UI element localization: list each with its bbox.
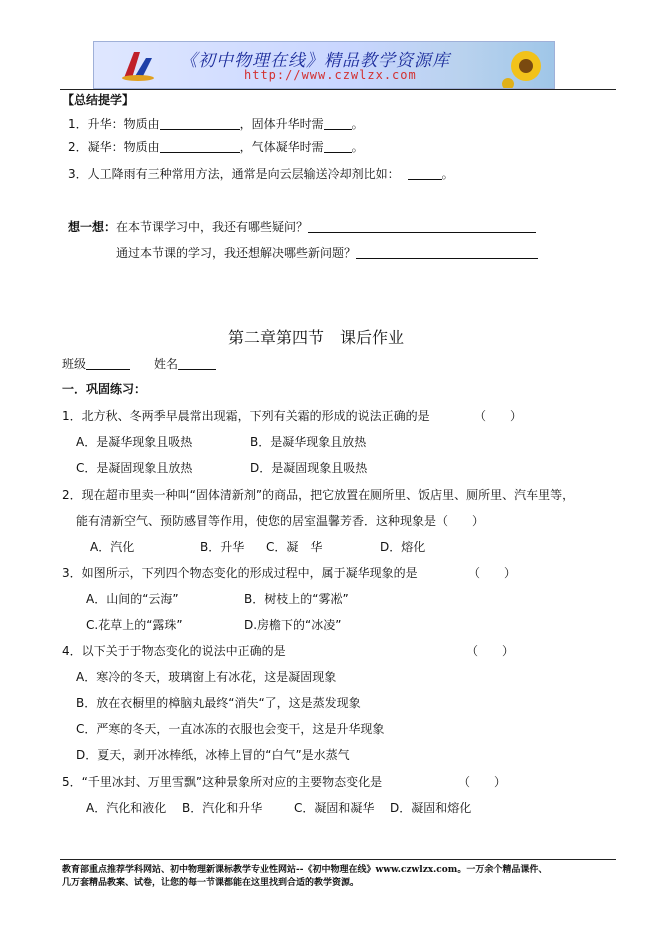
- reflect-question-1: 在本节课学习中，我还有哪些疑问？: [116, 220, 309, 234]
- q1-text-c: 。: [351, 117, 364, 131]
- banner-title: 《初中物理在线》精品教学资源库: [180, 51, 450, 71]
- sunflower-icon: [502, 44, 548, 89]
- q3-option-b[interactable]: B．树枝上的“雾凇”: [244, 592, 349, 606]
- q2-blank-1[interactable]: [160, 139, 240, 153]
- q2-option-d[interactable]: D．熔化: [380, 540, 426, 554]
- footer-line-2: 几万套精品教案、试卷，让您的每一节课都能在这里找到合适的教学资源。: [62, 878, 360, 888]
- q3-option-a[interactable]: A．山间的“云海”: [86, 592, 179, 606]
- q4-option-d[interactable]: D．夏天，剥开冰棒纸，冰棒上冒的“白气”是水蒸气: [76, 748, 350, 762]
- site-logo-icon: [120, 48, 156, 82]
- summary-q1: [68, 116, 364, 132]
- summary-q2: [68, 139, 364, 155]
- q3-blank[interactable]: [408, 166, 442, 180]
- q2-text-c: 。: [351, 140, 364, 154]
- q2-option-b[interactable]: B．升华: [200, 540, 245, 554]
- header-rule: [60, 89, 616, 90]
- q1-option-c[interactable]: C．是凝固现象且放热: [76, 461, 193, 475]
- q1-option-d[interactable]: D．是凝固现象且吸热: [250, 461, 368, 475]
- question-3-stem: 3．如图所示，下列四个物态变化的形成过程中，属于凝华现象的是: [62, 566, 418, 580]
- q3-option-c[interactable]: C.花草上的“露珠”: [86, 618, 183, 632]
- q2-blank-2[interactable]: [324, 139, 352, 153]
- q5-option-c[interactable]: C．凝固和凝华: [294, 801, 375, 815]
- class-blank[interactable]: [86, 356, 130, 370]
- name-blank[interactable]: [178, 356, 216, 370]
- q5-option-b[interactable]: B．汽化和升华: [182, 801, 263, 815]
- q1-option-b[interactable]: B．是凝华现象且放热: [250, 435, 367, 449]
- reflect-label: 想一想：: [68, 220, 117, 234]
- q4-option-c[interactable]: C．严寒的冬天，一直冰冻的衣服也会变干，这是升华现象: [76, 722, 385, 736]
- q2-text-b: ，气体凝华时需: [239, 140, 324, 154]
- q1-option-a[interactable]: A．是凝华现象且吸热: [76, 435, 193, 449]
- footer-line-1: 教育部重点推荐学科网站、初中物理新课标教学专业性网站--《初中物理在线》www.czwlzx.com。一万余个精品课件、: [62, 865, 548, 875]
- name-label: 姓名: [154, 357, 179, 371]
- summary-heading: 【总结提学】: [62, 93, 135, 107]
- class-label: 班级: [62, 357, 87, 371]
- reflect-question-2: 通过本节课的学习，我还想解决哪些新问题？: [116, 246, 357, 260]
- site-banner: [93, 41, 555, 89]
- q1-blank-1[interactable]: [160, 116, 240, 130]
- q4-option-a[interactable]: A．寒冷的冬天，玻璃窗上有冰花，这是凝固现象: [76, 670, 337, 684]
- footer-rule: [60, 859, 616, 860]
- section-heading: 一．巩固练习：: [62, 382, 147, 396]
- question-4-stem: 4．以下关于于物态变化的说法中正确的是: [62, 644, 286, 658]
- homework-title: 第二章第四节 课后作业: [228, 328, 405, 347]
- summary-q3: [68, 166, 454, 182]
- q1-text-b: ，固体升华时需: [239, 117, 324, 131]
- q2-text-a: 2．凝华：物质由: [68, 140, 160, 154]
- reflect-line-2: [116, 245, 538, 261]
- reflect-line-1: [68, 219, 536, 235]
- q4-option-b[interactable]: B．放在衣橱里的樟脑丸最终“消失“了，这是蒸发现象: [76, 696, 361, 710]
- q1-blank-2[interactable]: [324, 116, 352, 130]
- q2-option-a[interactable]: A．汽化: [90, 540, 135, 554]
- question-5-paren: （ ）: [458, 775, 507, 789]
- q3-text-a: 3．人工降雨有三种常用方法，通常是向云层输送冷却剂比如：: [68, 167, 400, 181]
- question-2-stem-cont: 能有清新空气、预防感冒等作用，使您的居室温馨芳香．这种现象是（ ）: [76, 514, 485, 528]
- banner-url: http://www.czwlzx.com: [244, 68, 417, 82]
- question-5-stem: 5．“千里冰封、万里雪飘”这种景象所对应的主要物态变化是: [62, 775, 383, 789]
- question-4-paren: （ ）: [466, 644, 515, 658]
- question-1-paren: （ ）: [474, 409, 523, 423]
- question-2-stem: 2．现在超市里卖一种叫“固体清新剂”的商品，把它放置在厕所里、饭店里、厕所里、汽车里等，: [62, 488, 575, 502]
- question-3-paren: （ ）: [468, 566, 517, 580]
- q1-text-a: 1．升华：物质由: [68, 117, 160, 131]
- reflect-blank-1[interactable]: [308, 219, 536, 233]
- q2-option-c[interactable]: C．凝 华: [266, 540, 323, 554]
- reflect-blank-2[interactable]: [356, 245, 538, 259]
- q3-text-c: 。: [441, 167, 454, 181]
- q5-option-d[interactable]: D．凝固和熔化: [390, 801, 472, 815]
- q5-option-a[interactable]: A．汽化和液化: [86, 801, 167, 815]
- student-info: [62, 356, 216, 372]
- question-1-stem: 1．北方秋、冬两季早晨常出现霜，下列有关霜的形成的说法正确的是: [62, 409, 430, 423]
- q3-option-d[interactable]: D.房檐下的“冰凌”: [244, 618, 342, 632]
